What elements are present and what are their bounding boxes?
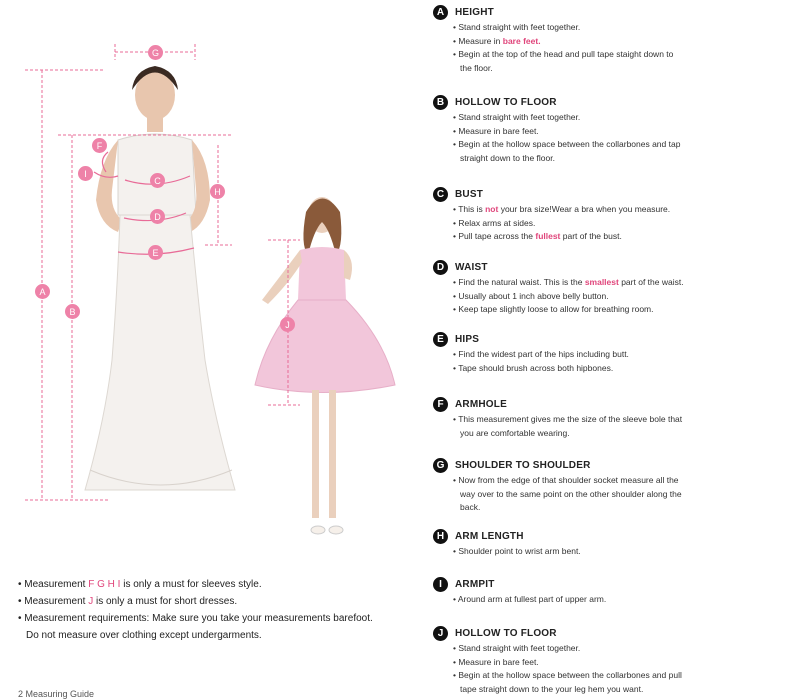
note-short-letter: J bbox=[88, 596, 94, 607]
instruction-line: • Stand straight with feet together. bbox=[453, 111, 793, 125]
step-letter-badge: C bbox=[433, 187, 448, 202]
step-j bbox=[433, 625, 793, 696]
instruction-highlight: bare feet. bbox=[502, 35, 541, 46]
step-title: ARMPIT bbox=[455, 578, 495, 590]
step-instructions bbox=[453, 203, 793, 244]
marker-b-badge: B bbox=[65, 304, 80, 319]
instruction-text: Measure in bbox=[458, 35, 503, 46]
note-short bbox=[18, 593, 418, 610]
note-requirements: • Measurement requirements: Make sure you take your measurements barefoot. bbox=[18, 613, 373, 624]
instruction-line: • This measurement gives me the size of the sleeve bole that bbox=[453, 413, 793, 427]
step-title: WAIST bbox=[455, 261, 488, 273]
step-letter-badge: A bbox=[433, 5, 448, 20]
step-title: ARMHOLE bbox=[455, 398, 507, 410]
step-d bbox=[433, 259, 793, 317]
instruction-line: • Begin at the hollow space between the collarbones and tap bbox=[453, 138, 793, 152]
note-sleeves-letters: F G H I bbox=[88, 579, 121, 590]
instruction-line: • Stand straight with feet together. bbox=[453, 642, 793, 656]
instruction-text: Pull tape across the bbox=[458, 231, 536, 242]
step-i bbox=[433, 576, 793, 607]
step-letter-badge: E bbox=[433, 332, 448, 347]
note-sleeves-pre: • Measurement bbox=[18, 579, 89, 590]
step-instructions bbox=[453, 593, 793, 607]
step-header bbox=[433, 528, 793, 544]
step-title: BUST bbox=[455, 188, 484, 200]
marker-g-badge: G bbox=[148, 45, 163, 60]
step-a bbox=[433, 4, 793, 75]
marker-a-badge: A bbox=[35, 284, 50, 299]
instruction-line: way over to the same point on the other shoulder along the bbox=[460, 488, 682, 499]
note-short-pre: • Measurement bbox=[18, 596, 89, 607]
marker-i bbox=[78, 166, 93, 181]
step-instructions bbox=[453, 474, 793, 515]
step-header bbox=[433, 576, 793, 592]
instruction-text: your bra size!Wear a bra when you measure. bbox=[498, 204, 671, 214]
bride-figure bbox=[85, 66, 235, 490]
caption: 2 Measuring Guide bbox=[18, 689, 95, 699]
step-letter-badge: B bbox=[433, 95, 448, 110]
instruction-text: Find the natural waist. This is the bbox=[458, 277, 585, 287]
step-header bbox=[433, 457, 793, 473]
step-h bbox=[433, 528, 793, 559]
instruction-line bbox=[453, 230, 793, 244]
step-e bbox=[433, 331, 793, 375]
instruction-line: • Begin at the top of the head and pull tape staight down to bbox=[453, 48, 793, 62]
instruction-line: • Begin at the hollow space between the collarbones and pull bbox=[453, 669, 793, 683]
step-g bbox=[433, 457, 793, 515]
instruction-line: straight down to the floor. bbox=[460, 152, 555, 163]
marker-c-badge: C bbox=[150, 173, 165, 188]
measurement-notes bbox=[18, 576, 418, 644]
instruction-line: you are comfortable wearing. bbox=[460, 427, 570, 438]
step-title: HOLLOW TO FLOOR bbox=[455, 96, 557, 108]
step-letter-badge: F bbox=[433, 397, 448, 412]
step-instructions bbox=[453, 413, 793, 440]
instruction-line: the floor. bbox=[460, 62, 493, 73]
instruction-highlight: fullest bbox=[535, 231, 561, 242]
step-title: SHOULDER TO SHOULDER bbox=[455, 459, 591, 471]
marker-e-badge: E bbox=[148, 245, 163, 260]
step-header bbox=[433, 625, 793, 641]
instruction-line bbox=[453, 276, 793, 290]
instruction-line: • Tape should brush across both hipbones. bbox=[453, 362, 793, 376]
instruction-text: part of the waist. bbox=[618, 277, 684, 287]
step-title: HOLLOW TO FLOOR bbox=[455, 627, 557, 639]
marker-g bbox=[148, 45, 163, 60]
instruction-line: • Shoulder point to wrist arm bent. bbox=[453, 545, 793, 559]
measurement-illustration bbox=[0, 0, 420, 560]
marker-d bbox=[150, 209, 165, 224]
instruction-line bbox=[453, 35, 793, 49]
marker-e bbox=[148, 245, 163, 260]
instruction-line: • Find the widest part of the hips including butt. bbox=[453, 348, 793, 362]
instruction-line: • Relax arms at sides. bbox=[453, 217, 793, 231]
step-instructions bbox=[453, 21, 793, 75]
instruction-highlight: smallest bbox=[584, 277, 619, 287]
step-header bbox=[433, 94, 793, 110]
instruction-line: • Stand straight with feet together. bbox=[453, 21, 793, 35]
instruction-line: • Keep tape slightly loose to allow for breathing room. bbox=[453, 303, 793, 317]
note-sleeves-post: is only a must for sleeves style. bbox=[120, 579, 262, 590]
step-instructions bbox=[453, 545, 793, 559]
figures-svg bbox=[0, 0, 420, 560]
instruction-highlight: not bbox=[485, 204, 499, 214]
girl-figure bbox=[255, 197, 395, 534]
note-undergarments: Do not measure over clothing except undergarments. bbox=[26, 630, 262, 641]
note-short-post: is only a must for short dresses. bbox=[93, 596, 238, 607]
instruction-text: This is bbox=[458, 204, 486, 214]
instruction-line: • Usually about 1 inch above belly button. bbox=[453, 290, 793, 304]
step-instructions bbox=[453, 642, 793, 696]
step-header bbox=[433, 4, 793, 20]
step-letter-badge: J bbox=[433, 626, 448, 641]
marker-b bbox=[65, 304, 80, 319]
step-title: ARM LENGTH bbox=[455, 530, 524, 542]
step-f bbox=[433, 396, 793, 440]
step-letter-badge: D bbox=[433, 260, 448, 275]
marker-f bbox=[92, 138, 107, 153]
note-sleeves bbox=[18, 576, 418, 593]
marker-i-badge: I bbox=[78, 166, 93, 181]
step-b bbox=[433, 94, 793, 165]
step-instructions bbox=[453, 111, 793, 165]
instruction-line: back. bbox=[460, 502, 481, 513]
instruction-line: • Measure in bare feet. bbox=[453, 656, 793, 670]
instruction-line: • Around arm at fullest part of upper arm. bbox=[453, 593, 793, 607]
step-instructions bbox=[453, 276, 793, 317]
marker-d-badge: D bbox=[150, 209, 165, 224]
marker-h bbox=[210, 184, 225, 199]
instruction-line: • Measure in bare feet. bbox=[453, 125, 793, 139]
step-title: HIPS bbox=[455, 333, 480, 345]
instruction-line: tape straight down to the your leg hem you want. bbox=[460, 683, 644, 694]
step-header bbox=[433, 331, 793, 347]
step-title: HEIGHT bbox=[455, 6, 494, 18]
marker-j-badge: J bbox=[280, 317, 295, 332]
instruction-line: • Now from the edge of that shoulder socket measure all the bbox=[453, 474, 793, 488]
step-header bbox=[433, 396, 793, 412]
marker-f-badge: F bbox=[92, 138, 107, 153]
step-letter-badge: H bbox=[433, 529, 448, 544]
step-header bbox=[433, 186, 793, 202]
instruction-text: part of the bust. bbox=[560, 231, 622, 242]
marker-c bbox=[150, 173, 165, 188]
marker-h-badge: H bbox=[210, 184, 225, 199]
step-instructions bbox=[453, 348, 793, 375]
step-letter-badge: G bbox=[433, 458, 448, 473]
step-header bbox=[433, 259, 793, 275]
marker-j bbox=[280, 317, 295, 332]
instruction-line bbox=[453, 203, 793, 217]
marker-a bbox=[35, 284, 50, 299]
step-c bbox=[433, 186, 793, 244]
step-letter-badge: I bbox=[433, 577, 448, 592]
